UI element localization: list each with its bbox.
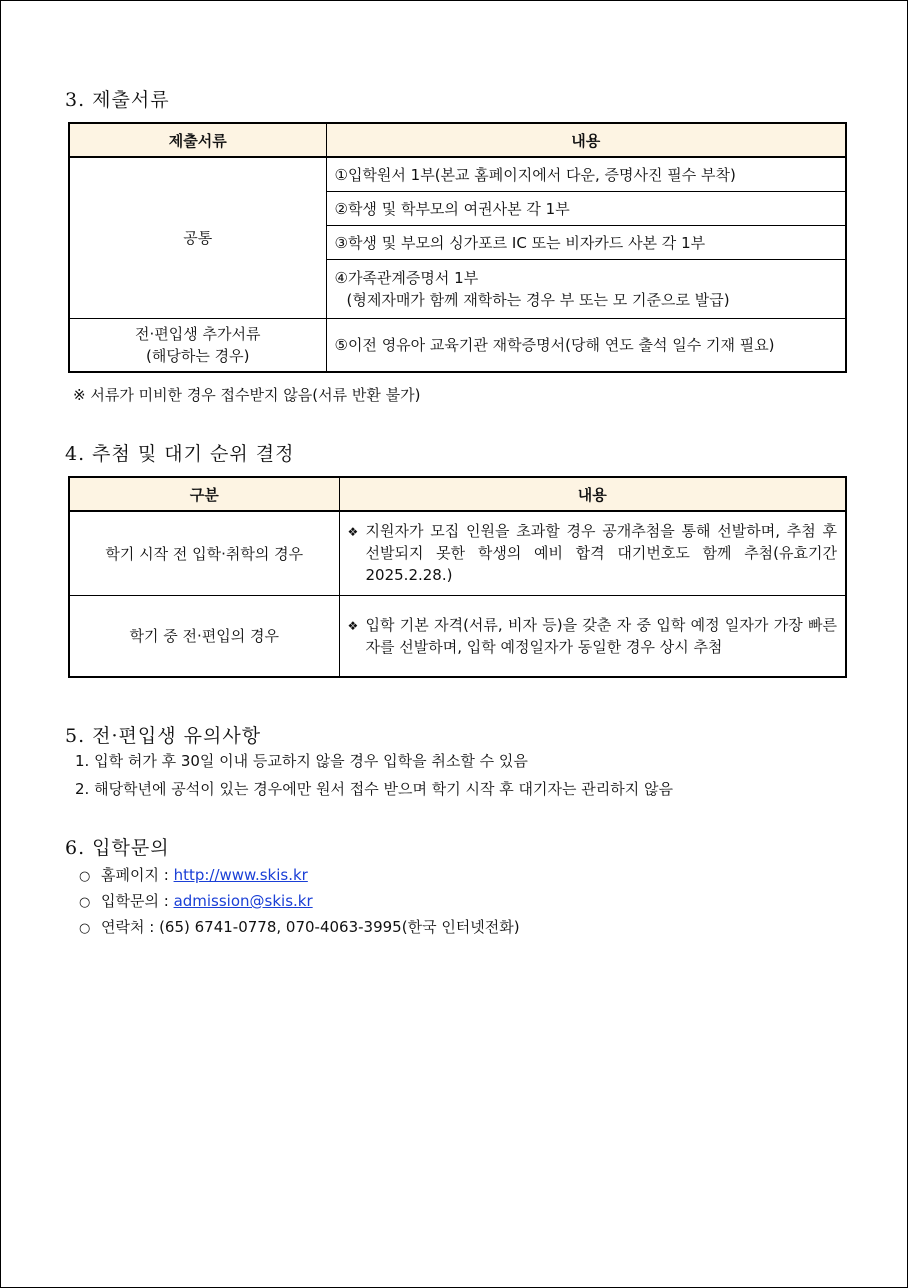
- contact-phone: [79, 914, 520, 940]
- phone-label: 연락처 :: [101, 918, 160, 936]
- transfer-label: [69, 318, 326, 372]
- header-category: 구분: [69, 477, 339, 511]
- diamond-bullet-icon: ❖: [347, 525, 359, 540]
- contact-homepage: [79, 862, 520, 888]
- common-label: 공통: [69, 157, 326, 318]
- header-content: 내용: [326, 123, 846, 157]
- section-6-title: 6. 입학문의: [65, 837, 170, 859]
- documents-table: [68, 122, 847, 373]
- lottery-table: [68, 476, 847, 678]
- document-item-3: ③학생 및 부모의 싱가포르 IC 또는 비자카드 사본 각 1부: [326, 225, 846, 259]
- contact-list: [79, 862, 520, 940]
- lottery-row-1-content: [339, 511, 846, 595]
- transfer-note-1: 1. 입학 허가 후 30일 이내 등교하지 않을 경우 입학을 취소할 수 있음: [75, 752, 528, 770]
- document-item-4: [326, 259, 846, 318]
- lottery-row-2-content: [339, 595, 846, 677]
- homepage-label: 홈페이지 :: [101, 866, 174, 884]
- documents-note: ※ 서류가 미비한 경우 접수받지 않음(서류 반환 불가): [73, 386, 421, 404]
- document-item-1: ①입학원서 1부(본교 홈페이지에서 다운, 증명사진 필수 부착): [326, 157, 846, 191]
- email-label: 입학문의 :: [101, 892, 174, 910]
- document-item-4-line1: ④가족관계증명서 1부: [334, 268, 479, 287]
- circle-bullet-icon: ○: [79, 895, 91, 910]
- document-item-4-line2: (형제자매가 함께 재학하는 경우 부 또는 모 기준으로 발급): [346, 290, 730, 309]
- lottery-row-2-text: 입학 기본 자격(서류, 비자 등)을 갖춘 자 중 입학 예정 일자가 가장 빠른 자를 선발하며, 입학 예정일자가 동일한 경우 상시 추첨: [365, 615, 837, 656]
- circle-bullet-icon: ○: [79, 869, 91, 884]
- document-item-2: ②학생 및 학부모의 여권사본 각 1부: [326, 191, 846, 225]
- diamond-bullet-icon: ❖: [347, 618, 359, 633]
- lottery-row-1-text: 지원자가 모집 인원을 초과할 경우 공개추첨을 통해 선발하며, 추첨 후 선발되지 못한 학생의 예비 합격 대기번호도 함께 추첨(유효기간 2025.2.28.): [365, 522, 837, 585]
- circle-bullet-icon: ○: [79, 921, 91, 936]
- phone-value: (65) 6741-0778, 070-4063-3995(한국 인터넷전화): [159, 918, 520, 936]
- contact-email: [79, 888, 520, 914]
- section-3-title: 3. 제출서류: [65, 89, 170, 111]
- section-5-title: 5. 전·편입생 유의사항: [65, 725, 262, 747]
- transfer-label-line1: 전·편입생 추가서류: [135, 324, 261, 343]
- email-link[interactable]: admission@skis.kr: [173, 892, 313, 910]
- lottery-row-2-label: 학기 중 전·편입의 경우: [69, 595, 339, 677]
- transfer-notes-list: [75, 747, 673, 803]
- document-item-5: ⑤이전 영유아 교육기관 재학증명서(당해 연도 출석 일수 기재 필요): [326, 318, 846, 372]
- transfer-label-line2: (해당하는 경우): [146, 346, 250, 365]
- header-content: 내용: [339, 477, 846, 511]
- header-documents: 제출서류: [69, 123, 326, 157]
- section-4-title: 4. 추첨 및 대기 순위 결정: [65, 443, 295, 465]
- transfer-note-2: 2. 해당학년에 공석이 있는 경우에만 원서 접수 받으며 학기 시작 후 대기자는 관리하지 않음: [75, 780, 673, 798]
- homepage-link[interactable]: http://www.skis.kr: [173, 866, 308, 884]
- lottery-row-1-label: 학기 시작 전 입학·취학의 경우: [69, 511, 339, 595]
